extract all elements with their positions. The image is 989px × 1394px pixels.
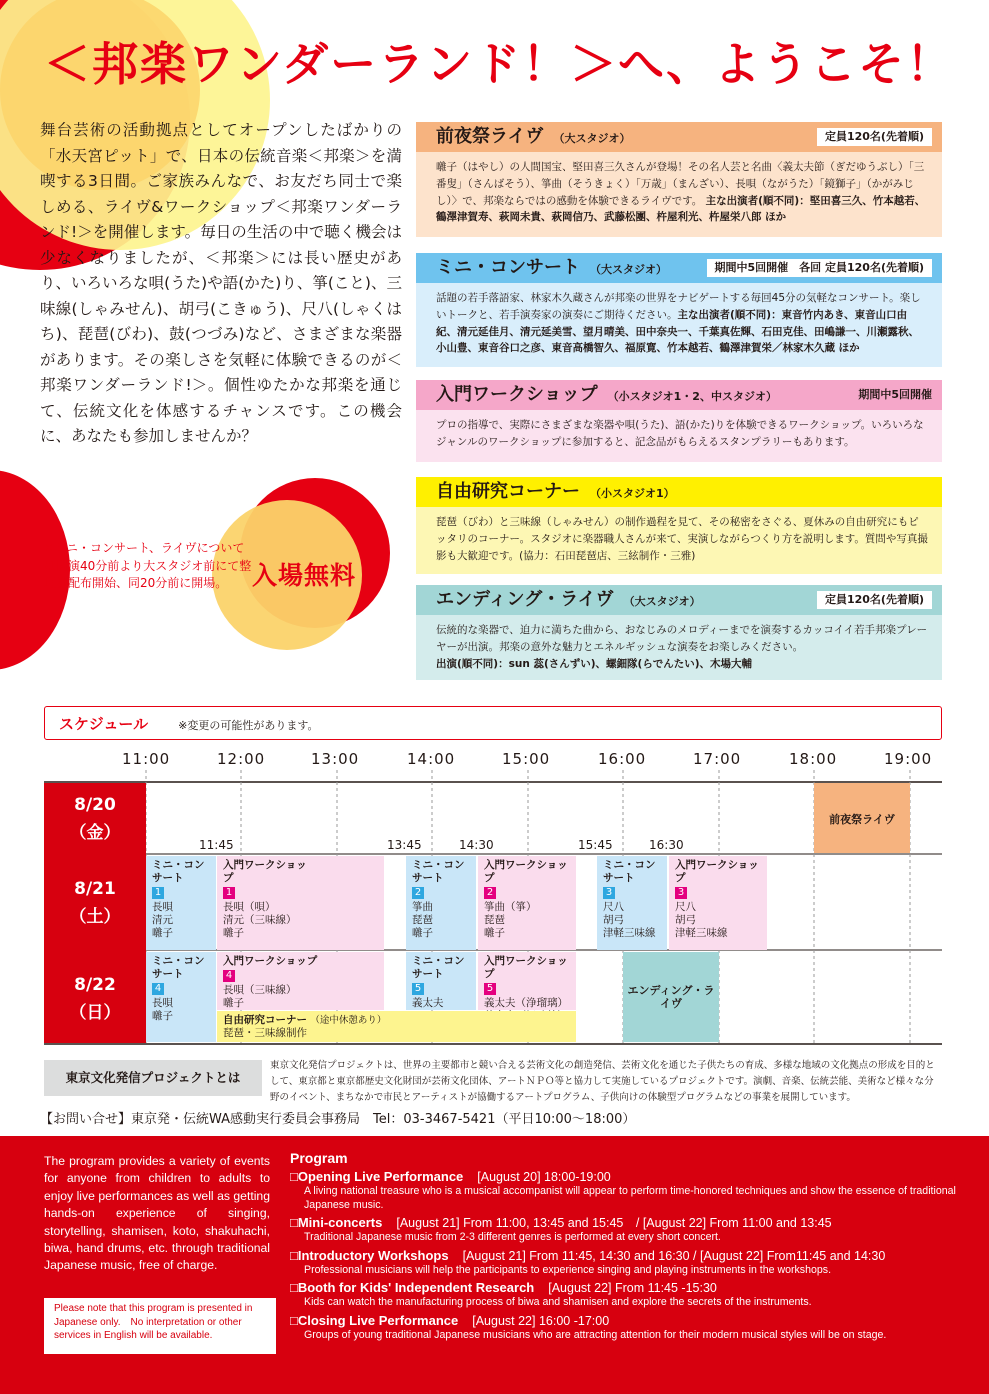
block-item: 長唄（唄） (223, 901, 276, 913)
program-item (290, 1313, 970, 1329)
block-item: 箏曲 (412, 901, 433, 913)
program-item-desc: A living national treasure who is a musical accompanist will appear to perform time-honored techniques and show the essence of traditional Japanese music. (304, 1185, 956, 1211)
event-research (416, 477, 942, 574)
block-item: 義太夫（浄瑠璃） (484, 997, 568, 1009)
event-opening-live (416, 122, 942, 237)
schedule-block-mini-concert (146, 856, 216, 950)
program-item-when: [August 21] From 11:45, 14:30 and 16:30 / [August 22] From11:45 and 14:30 (462, 1248, 886, 1263)
session-number: 3 (675, 887, 687, 899)
block-item: 琵琶 (484, 914, 505, 926)
program-item-when: [August 20] 18:00-19:00 (477, 1170, 611, 1184)
english-note: Please note that this program is presented in Japanese only. No interpretation or other services in English will be available. (44, 1298, 276, 1354)
block-title: 入門ワークショップ (484, 859, 568, 884)
time-label: 18:00 (789, 750, 838, 768)
event-name: ミニ・コンサート (436, 257, 580, 278)
schedule-block-workshop (669, 856, 767, 950)
event-capacity: 期間中5回開催 各回 定員120名(先着順) (707, 259, 933, 277)
program-title: Program (290, 1150, 348, 1166)
sub-time: 16:30 (649, 838, 684, 852)
time-label: 16:00 (598, 750, 647, 768)
block-item: 胡弓 (603, 914, 624, 926)
event-desc: 伝統的な楽器で、迫力に満ちた曲から、おなじみのメロディーまでを演奏するカッコイイ若手邦楽プレーヤーが出演。邦楽の意外な魅力とエネルギッシュな演奏をお楽しみください。 (436, 624, 928, 653)
event-header (416, 380, 942, 410)
time-label: 13:00 (311, 750, 360, 768)
event-location: （小スタジオ1・2、中スタジオ） (607, 390, 777, 403)
sub-time: 14:30 (459, 838, 494, 852)
block-item: 清元 (152, 914, 173, 926)
block-title: ミニ・コンサート (152, 955, 205, 980)
event-name: 前夜祭ライヴ (436, 126, 544, 147)
day-date: 8/22 (74, 975, 116, 995)
event-ending-live (416, 585, 942, 680)
time-label: 11:00 (122, 750, 171, 768)
block-title: 自由研究コーナー (223, 1014, 307, 1026)
block-item: 囃子 (152, 927, 173, 939)
block-title: ミニ・コンサート (412, 859, 465, 884)
block-item: 尺八 (603, 901, 624, 913)
day-label (44, 855, 146, 951)
event-header (416, 585, 942, 615)
block-item: 尺八 (675, 901, 696, 913)
session-number: 2 (484, 887, 496, 899)
block-title: 入門ワークショップ (484, 955, 568, 980)
block-item: 琵琶・三味線制作 (223, 1027, 307, 1039)
session-number: 4 (223, 970, 235, 982)
program-item-desc: Groups of young traditional Japanese musicians who are attracting attention for their modern musical styles will be on stage. (304, 1328, 887, 1341)
session-number: 3 (603, 887, 615, 899)
event-cast: 出演(順不同)：sun 蕊(さんずい)、螺鈿隊(らでんたい)、木場大輔 (436, 657, 753, 670)
block-item: 長唄 (152, 997, 173, 1009)
block-item: 長唄 (152, 901, 173, 913)
program-item-name: □Closing Live Performance (290, 1312, 459, 1328)
block-item: 清元（三味線） (223, 914, 297, 926)
program-item-name: □Opening Live Performance (290, 1169, 464, 1184)
day-date: 8/21 (74, 879, 116, 899)
event-header (416, 122, 942, 152)
event-desc: プロの指導で、実際にさまざまな楽器や唄(うた)、語(かた)りを体験できるワークショップ。いろいろなジャンルのワークショップに参加すると、記念品がもらえるスタンプラリーもあります。 (436, 419, 924, 448)
event-name: 自由研究コーナー (436, 481, 580, 502)
event-header (416, 477, 942, 507)
event-location: （大スタジオ） (553, 132, 631, 145)
day-date: 8/20 (74, 795, 116, 815)
event-desc: 琵琶（びわ）と三味線（しゃみせん）の制作過程を見て、その秘密をさぐる、夏休みの自由研究にもピッタリのコーナー。スタジオに楽器職人さんが来て、実演しながらつくり方を説明します。質問や写真撮影も大歓迎です。(協力：石田琵琶店、三絃制作・三雅) (436, 516, 928, 562)
schedule-block-workshop (217, 856, 384, 950)
time-label: 15:00 (502, 750, 551, 768)
schedule-note: ※変更の可能性があります。 (178, 719, 319, 732)
event-name: 入門ワークショップ (436, 384, 598, 405)
program-item-desc: Professional musicians will help the participants to experience singing and playing instruments in the workshops. (304, 1263, 832, 1276)
program-item (290, 1215, 970, 1231)
program-item-desc: Kids can watch the manufacturing process of biwa and shamisen and explore the secrets of the instruments. (304, 1296, 812, 1308)
free-admission-label: 入場無料 (252, 561, 357, 590)
block-note: （途中休憩あり） (310, 1015, 387, 1026)
intro-text: 舞台芸術の活動拠点としてオープンしたばかりの「水天宮ピット」で、日本の伝統音楽＜邦楽＞を満喫する3日間。ご家族みんなで、お友だち同士で楽しめる、ライヴ&ワークショップ＜邦楽ワンダーランド!＞を開催します。毎日の生活の中で聴く機会は少なくなりましたが、＜邦楽＞には長い歴史があり、いろいろな唄(うた)や語(かた)り、箏(こと)、三味線(しゃみせん)、胡弓(こきゅう)、尺八(しゃくはち)、琵琶(びわ)、鼓(つづみ)など、さまざまな楽器があります。その楽しさを気軽に体験できるのが＜邦楽ワンダーランド!＞。個性ゆたかな邦楽を通じて、伝統文化を体感するチャンスです。この機会に、あなたも参加しませんか？ (40, 121, 402, 445)
event-header (416, 253, 942, 283)
schedule-block-ending: エンディング・ライヴ (623, 952, 719, 1042)
tokyo-project-text: 東京文化発信プロジェクトは、世界の主要都市と競い合える芸術文化の創造発信、芸術文化を通じた子供たちの育成、多様な地域の文化拠点の形成を目的として、東京都と東京都歴史文化財団が芸術文化団体、アートＮＰＯ等と協力して実施しているプロジェクトです。演劇、音楽、伝統芸能、美術など様々な分野のイベント、まちなかで市民とアーティストが協働するアートプログラム、子供向けの体験型プログラムなどの事業を展開しています。 (270, 1060, 935, 1103)
event-capacity: 定員120名(先着順) (817, 591, 932, 609)
schedule-block-opening: 前夜祭ライヴ (814, 783, 910, 853)
event-workshop (416, 380, 942, 462)
block-item: 囃子 (223, 927, 244, 939)
event-name: エンディング・ライヴ (436, 589, 614, 610)
program-item-when: [August 21] From 11:00, 13:45 and 15:45 / [August 22] From 11:00 and 13:45 (396, 1216, 832, 1230)
block-item: 囃子 (412, 927, 433, 939)
program-item-when: [August 22] From 11:45 -15:30 (548, 1281, 717, 1295)
block-item: 琵琶 (412, 914, 433, 926)
event-location: （小スタジオ1） (590, 487, 675, 500)
program-item (290, 1169, 970, 1185)
schedule-block-mini-concert (146, 952, 216, 1042)
sub-time: 13:45 (387, 838, 422, 852)
program-item (290, 1280, 970, 1296)
event-desc: 囃子（はやし）の人間国宝、堅田喜三久さんが登場！その名人芸と名曲〈義太夫節（ぎだゆうぶし）「三番叟」（さんばそう）、箏曲（そうきょく）「万歳」（まんざい）、長唄（ながうた）「鏡獅子」（かがみじし）〉で、邦楽ならではの感動を体験できるライヴです。 (436, 161, 925, 207)
day-label (44, 951, 146, 1043)
contact-info: 【お問い合せ】東京発・伝統WA感動実行委員会事務局 Tel：03-3467-5421（平日10:00～18:00） (40, 1112, 636, 1127)
program-item (290, 1248, 970, 1264)
block-item: 義太夫 (412, 997, 444, 1009)
schedule-block-mini-concert (406, 952, 476, 1010)
english-intro: The program provides a variety of events for anyone from children to adults to enjoy live performances as well as getting hands-on experience of singing, storytelling, shamisen, koto, shakuhachi, biwa, hand drums, etc. through traditional Japanese music, free of charge. (44, 1154, 270, 1273)
program-item-desc: Traditional Japanese music from 2-3 different genres is performed at every short concert. (304, 1231, 721, 1243)
ticket-note: ※ミニ・コンサート、ライヴについては開演40分前より大スタジオ前にて整理券配布開始、同20分前に開場。 (44, 541, 252, 590)
program-item-name: □Booth for Kids' Independent Research (290, 1280, 535, 1295)
event-capacity: 定員120名(先着順) (817, 128, 932, 146)
block-item: 囃子 (223, 997, 244, 1009)
schedule-block-mini-concert (597, 856, 667, 950)
block-title: ミニ・コンサート (152, 859, 205, 884)
program-item-name: □Introductory Workshops (290, 1247, 449, 1263)
block-item: 胡弓 (675, 914, 696, 926)
schedule-block-workshop (478, 952, 576, 1010)
event-location: （大スタジオ） (590, 263, 667, 276)
time-label: 19:00 (884, 750, 933, 768)
session-number: 4 (152, 983, 164, 995)
block-title: 入門ワークショップ (223, 955, 318, 967)
schedule-block-workshop (478, 856, 576, 950)
sub-time: 15:45 (578, 838, 613, 852)
program-item-name: □Mini-concerts (290, 1215, 383, 1230)
day-weekday: （土） (69, 907, 121, 927)
time-label: 12:00 (217, 750, 266, 768)
block-item: 囃子 (484, 927, 505, 939)
event-desc: 話題の若手落語家、林家木久蔵さんが邦楽の世界をナビゲートする毎回45分の気軽なコンサート。楽しいトークと、若手演奏家の演奏にご期待ください。 (436, 292, 921, 321)
schedule-title: スケジュール (59, 715, 149, 733)
day-weekday: （日） (69, 1003, 121, 1023)
event-mini-concert (416, 253, 942, 367)
block-title: ミニ・コンサート (603, 859, 656, 884)
page-title: ＜邦楽ワンダーランド！＞へ、ようこそ！ (44, 37, 955, 91)
session-number: 5 (412, 983, 424, 995)
program-item-when: [August 22] 16:00 -17:00 (472, 1313, 610, 1328)
session-number: 5 (484, 983, 496, 995)
schedule-header (44, 706, 942, 740)
day-label (44, 783, 146, 855)
block-title: ミニ・コンサート (412, 955, 465, 980)
block-item: 箏曲（箏） (484, 901, 537, 913)
time-label: 14:00 (407, 750, 456, 768)
block-title: 入門ワークショップ (223, 859, 307, 884)
event-cast: 主な出演者(順不同)：堅田喜三久、竹本越若、鶴澤津賀寿、萩岡未貴、萩岡信乃、武藤松團、杵屋利光、杵屋栄八郎 ほか (436, 194, 926, 224)
block-item: 津軽三味線 (603, 927, 656, 939)
block-item: 長唄（三味線） (223, 984, 297, 996)
day-weekday: （金） (69, 823, 121, 843)
event-cast: 主な出演者(順不同)：東音竹内あき、東音山口由紀、清元延佳月、清元延美雪、望月晴美、田中奈央一、千葉真佐輝、石田克佳、田嶋謙一、川瀬露秋、小山豊、東音谷口之彦、東音高橋智久、福原寛、竹本越若、鶴澤津賀栄／林家木久蔵 ほか (436, 308, 919, 355)
tokyo-project-tag: 東京文化発信プロジェクトとは (44, 1060, 262, 1096)
session-number: 1 (223, 887, 235, 899)
time-label: 17:00 (693, 750, 742, 768)
block-item: 囃子 (152, 1010, 173, 1022)
schedule-block-research (217, 1011, 576, 1042)
session-number: 1 (152, 887, 164, 899)
event-capacity: 期間中5回開催 (858, 388, 932, 401)
schedule-block-workshop (217, 952, 384, 1010)
block-item: 津軽三味線 (675, 927, 728, 939)
event-location: （大スタジオ） (623, 595, 701, 608)
program-list (290, 1150, 970, 1345)
schedule-block-mini-concert (406, 856, 476, 950)
block-title: 入門ワークショップ (675, 859, 759, 884)
session-number: 2 (412, 887, 424, 899)
sub-time: 11:45 (199, 838, 234, 852)
